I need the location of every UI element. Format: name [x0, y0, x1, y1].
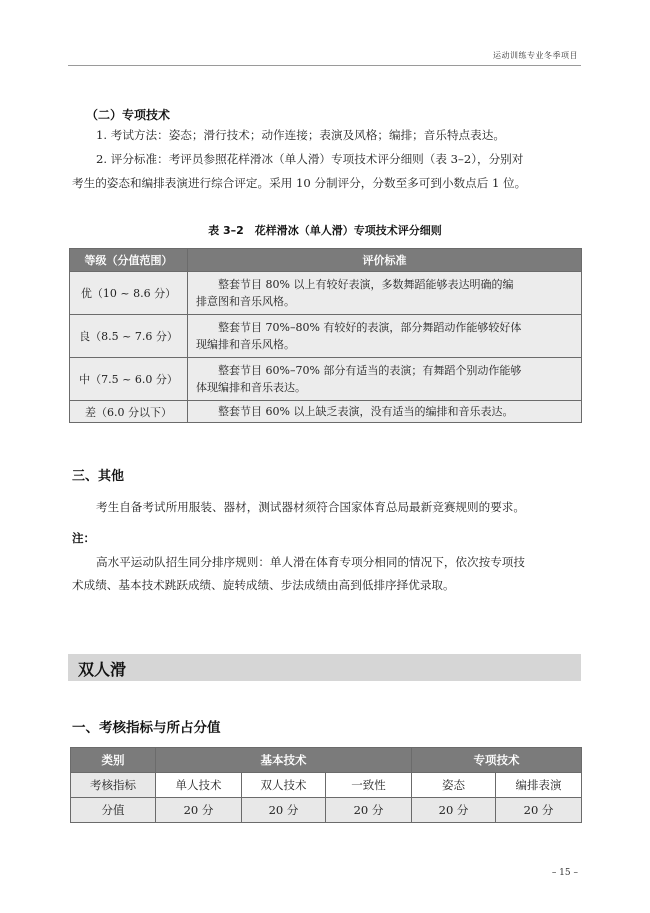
section-title-special-technique: （二）专项技术 [86, 108, 171, 122]
table-row [70, 272, 582, 315]
criteria-line: 整套节目 80% 以上有较好表演，多数舞蹈能够表达明确的编 [218, 278, 514, 291]
criteria-line: 整套节目 60% 以上缺乏表演，没有适当的编排和音乐表达。 [218, 405, 514, 418]
table-cell: 双人技术 [242, 773, 326, 798]
section-title-assessment: 一、考核指标与所占分值 [72, 720, 221, 736]
note-line-1: 高水平运动队招生同分排序规则：单人滑在体育专项分相同的情况下，依次按专项技 [96, 555, 525, 569]
criteria-line: 整套节目 70%–80% 有较好的表演，部分舞蹈动作能够较好体 [218, 321, 522, 334]
table-row [71, 773, 582, 798]
criteria-line: 整套节目 60%–70% 部分有适当的表演；有舞蹈个别动作能够 [218, 364, 522, 377]
table-cell: 20 分 [156, 798, 242, 823]
table-row [71, 748, 582, 773]
criteria-line: 体现编排和音乐表达。 [196, 381, 306, 394]
special-technique-header: 专项技术 [412, 748, 582, 773]
table-cell: 考核指标 [71, 773, 156, 798]
criteria-cell [188, 272, 582, 315]
basic-technique-header: 基本技术 [156, 748, 412, 773]
table-row [70, 358, 582, 401]
section-other-body: 考生自备考试所用服装、器材，测试器材须符合国家体育总局最新竞赛规则的要求。 [96, 500, 525, 514]
table-caption: 表 3–2 花样滑冰（单人滑）专项技术评分细则 [208, 224, 442, 237]
table-cell: 20 分 [496, 798, 582, 823]
header-grade: 等级（分值范围） [70, 249, 188, 272]
table-cell: 分值 [71, 798, 156, 823]
grade-cell: 优（10 ~ 8.6 分） [70, 272, 188, 315]
table-row [71, 798, 582, 823]
category-header: 类别 [71, 748, 156, 773]
criteria-line: 排意图和音乐风格。 [196, 295, 295, 308]
page-number: – 15 – [551, 868, 578, 878]
header-criteria: 评价标准 [188, 249, 582, 272]
table-header-row [70, 249, 582, 272]
criteria-line: 现编排和音乐风格。 [196, 338, 295, 351]
criteria-cell [188, 358, 582, 401]
section-title-other: 三、其他 [72, 469, 125, 484]
scoring-standard-line-1: 2. 评分标准：考评员参照花样滑冰（单人滑）专项技术评分细则（表 3–2），分别对 [96, 152, 524, 166]
table-cell: 20 分 [242, 798, 326, 823]
pairs-skating-band [68, 654, 581, 681]
table-row [70, 401, 582, 423]
pairs-skating-title: 双人滑 [78, 660, 127, 679]
note-label: 注： [72, 531, 95, 545]
grade-cell: 良（8.5 ~ 7.6 分） [70, 315, 188, 358]
scoring-criteria-table [69, 248, 582, 423]
table-cell: 20 分 [326, 798, 412, 823]
grade-cell: 差（6.0 分以下） [70, 401, 188, 423]
table-cell: 编排表演 [496, 773, 582, 798]
pairs-assessment-table [70, 747, 582, 823]
table-row [70, 315, 582, 358]
criteria-cell [188, 315, 582, 358]
grade-cell: 中（7.5 ~ 6.0 分） [70, 358, 188, 401]
table-cell: 姿态 [412, 773, 496, 798]
scoring-method-item: 1. 考试方法：姿态；滑行技术；动作连接；表演及风格；编排；音乐特点表达。 [96, 128, 505, 142]
table-cell: 一致性 [326, 773, 412, 798]
table-cell: 20 分 [412, 798, 496, 823]
running-header: 运动训练专业冬季项目 [493, 51, 578, 60]
criteria-cell [188, 401, 582, 423]
table-cell: 单人技术 [156, 773, 242, 798]
note-line-2: 术成绩、基本技术跳跃成绩、旋转成绩、步法成绩由高到低排序择优录取。 [72, 578, 455, 592]
scoring-standard-line-2: 考生的姿态和编排表演进行综合评定。采用 10 分制评分，分数至多可到小数点后 1 位。 [72, 176, 527, 190]
header-rule [68, 65, 581, 66]
